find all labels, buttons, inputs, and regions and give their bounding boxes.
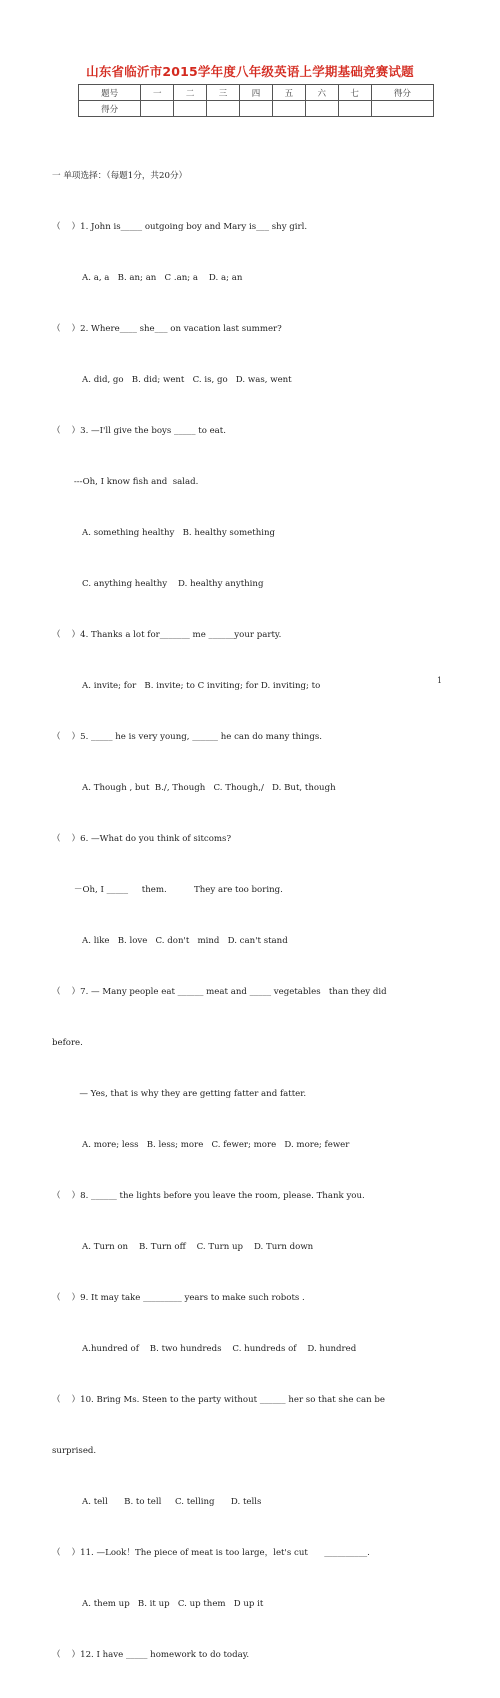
options-line: A. something healthy B. healthy something [52, 528, 276, 538]
header-cell: 四 [240, 85, 273, 101]
question-line: （ ）6. —What do you think of sitcoms? [52, 834, 232, 844]
header-cell: 题号 [79, 85, 141, 101]
question-line: （ ）5. _____ he is very young, ______ he can do many things. [52, 732, 322, 742]
question-line: （ ）4. Thanks a lot for_______ me ______your party. [52, 630, 282, 640]
options-line: A. more; less B. less; more C. fewer; more D. more; fewer [52, 1140, 350, 1150]
options-line: A.hundred of B. two hundreds C. hundreds of D. hundred [52, 1344, 357, 1354]
question-line: surprised. [52, 1446, 97, 1456]
header-cell: 七 [338, 85, 371, 101]
header-cell: 二 [174, 85, 207, 101]
options-line: A. them up B. it up C. up them D up it [52, 1599, 264, 1609]
section-heading: 一 单项选择：（每题1分，共20分） [52, 171, 188, 181]
question-line: before. [52, 1038, 83, 1048]
options-line: A. tell B. to tell C. telling D. tells [52, 1497, 262, 1507]
score-cell [272, 101, 305, 117]
header-cell: 五 [272, 85, 305, 101]
question-line: （ ）3. —I'll give the boys _____ to eat. [52, 426, 226, 436]
question-line: －Oh, I _____ them. They are too boring. [52, 885, 283, 895]
score-cell [371, 101, 433, 117]
options-line: A. did, go B. did; went C. is, go D. was, went [52, 375, 292, 385]
question-line: （ ）12. I have _____ homework to do today. [52, 1650, 250, 1660]
options-line: A. like B. love C. don't mind D. can't stand [52, 936, 288, 946]
question-line: （ ）1. John is_____ outgoing boy and Mary is___ shy girl. [52, 222, 308, 232]
question-line: （ ）11. —Look！The piece of meat is too large，let's cut __________. [52, 1548, 370, 1558]
score-table [78, 84, 434, 117]
question-line: （ ）8. ______ the lights before you leave the room, please. Thank you. [52, 1191, 365, 1201]
score-cell [141, 101, 174, 117]
page-number: 1 [437, 676, 443, 685]
header-cell: 得分 [371, 85, 433, 101]
question-body [52, 134, 448, 1698]
question-line: （ ）2. Where____ she___ on vacation last summer? [52, 324, 282, 334]
score-cell [240, 101, 273, 117]
header-cell: 一 [141, 85, 174, 101]
question-line: — Yes, that is why they are getting fatter and fatter. [52, 1089, 307, 1099]
question-line: （ ）7. — Many people eat ______ meat and _____ vegetables than they did [52, 987, 387, 997]
options-line: C. anything healthy D. healthy anything [52, 579, 264, 589]
question-line: （ ）9. It may take _________ years to make such robots . [52, 1293, 305, 1303]
options-line: A. Turn on B. Turn off C. Turn up D. Turn down [52, 1242, 314, 1252]
score-cell [338, 101, 371, 117]
options-line: A. a, a B. an; an C .an; a D. a; an [52, 273, 243, 283]
options-line: A. Though , but B./, Though C. Though,/ D. But, though [52, 783, 336, 793]
exam-title: 山东省临沂市2015学年度八年级英语上学期基础竞赛试题 [86, 64, 414, 79]
header-cell: 六 [305, 85, 338, 101]
question-line: ---Oh, I know fish and salad. [52, 477, 199, 487]
score-cell [305, 101, 338, 117]
score-cell [207, 101, 240, 117]
score-table-header-row [79, 85, 434, 101]
row-label-cell: 得分 [79, 101, 141, 117]
score-cell [174, 101, 207, 117]
score-table-score-row [79, 101, 434, 117]
header-cell: 三 [207, 85, 240, 101]
question-line: （ ）10. Bring Ms. Steen to the party without ______ her so that she can be [52, 1395, 385, 1405]
options-line: A. invite; for B. invite; to C inviting; for D. inviting; to [52, 681, 321, 691]
